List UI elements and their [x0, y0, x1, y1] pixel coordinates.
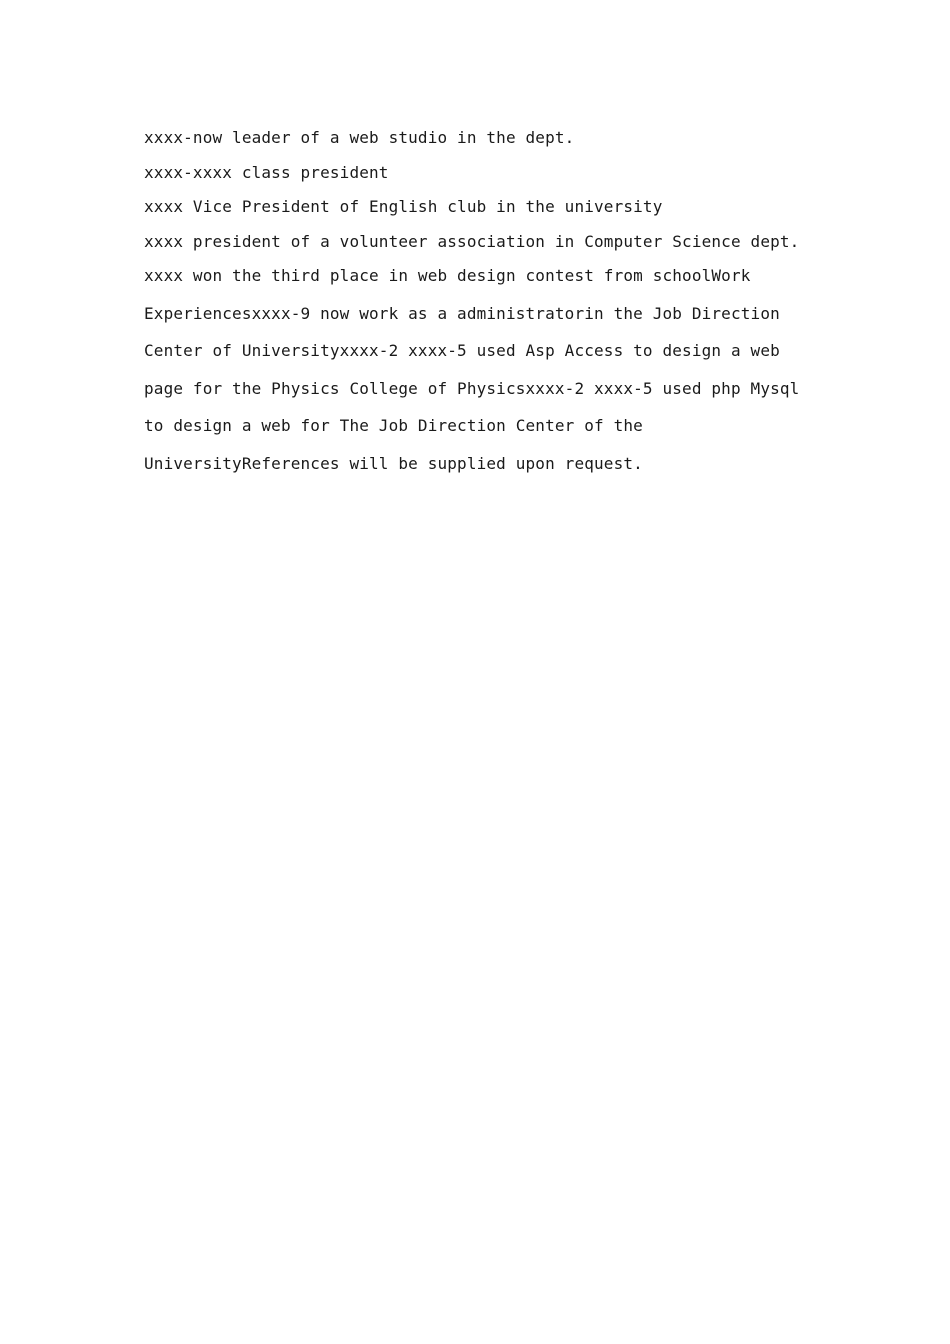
text-line: page for the Physics College of Physicsxxxx-2 xxxx-5 used php Mysql [144, 378, 800, 398]
text-line: xxxx Vice President of English club in the university [144, 197, 663, 216]
text-line: xxxx president of a volunteer association in Computer Science dept. [144, 231, 800, 251]
text-line: Center of Universityxxxx-2 xxxx-5 used Asp Access to design a web [144, 341, 780, 360]
text-line: UniversityReferences will be supplied upon request. [144, 453, 643, 473]
text-line: xxxx-now leader of a web studio in the dept. [144, 128, 575, 147]
text-line: xxxx won the third place in web design contest from schoolWork [144, 266, 751, 285]
resume-text-block [144, 124, 844, 474]
text-line: xxxx-xxxx class president [144, 162, 389, 182]
text-line: Experiencesxxxx-9 now work as a administratorin the Job Direction [144, 303, 780, 323]
text-line: to design a web for The Job Direction Center of the [144, 416, 643, 435]
